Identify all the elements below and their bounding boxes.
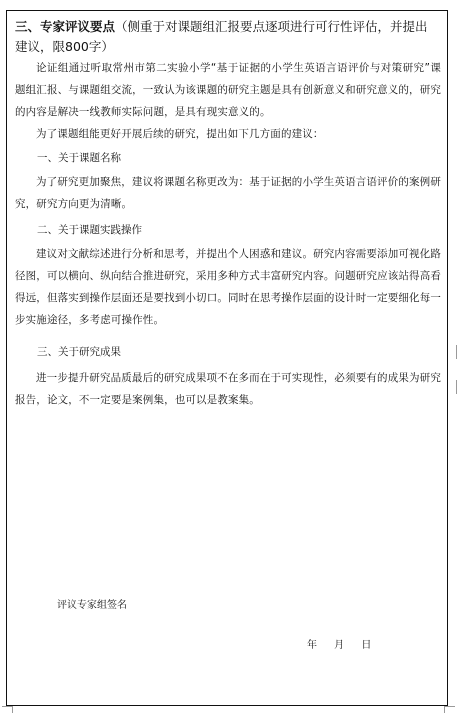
intro-paragraph: 论证组通过听取常州市第二实验小学“基于证据的小学生英语言语评价与对策研究”课题组汇报、与课题组交流，一致认为该课题的研究主题是具有创新意义和研究意义的，研究的内容是解决一线教师实际问题，是具有现实意义的。 — [15, 62, 441, 118]
margin-marker — [452, 380, 457, 394]
signature-label: 评议专家组签名 — [57, 600, 127, 611]
margin-marker — [452, 345, 457, 359]
review-form-box — [6, 10, 448, 706]
crop-mark-left — [2, 706, 13, 713]
section-heading-title: 三、专家评议要点 — [15, 19, 116, 34]
suggestion-title-results: 三、关于研究成果 — [37, 346, 121, 358]
suggestion-body-practice: 建议对文献综述进行分析和思考，并提出个人困惑和建议。研究内容需要添加可视化路径图，可以横向、纵向结合推进研究，采用多种方式丰富研究内容。问题研究应该站得高看得远，但落实到操作层面还是要找到小切口。同时在思考操作层面的设计时一定要细化每一步实施途径，多考虑可操作性。 — [15, 248, 441, 326]
suggestion-title-practice: 二、关于课题实践操作 — [37, 224, 142, 236]
section-heading — [15, 17, 439, 57]
suggestion-intro: 为了课题组能更好开展后续的研究，提出如下几方面的建议： — [36, 128, 324, 140]
date-label: 年 月 日 — [307, 640, 372, 651]
crop-mark-right — [444, 706, 455, 713]
suggestion-body-name: 为了研究更加聚焦，建议将课题名称更改为：基于证据的小学生英语言语评价的案例研究，研究方向更为清晰。 — [15, 176, 441, 210]
section-heading-note: （侧重于对课题组汇报要点逐项进行可行性评估，并提出建议，限800字） — [15, 19, 428, 54]
suggestion-title-name: 一、关于课题名称 — [37, 152, 121, 164]
suggestion-body-results: 进一步提升研究品质最后的研究成果项不在多而在于可实现性，必须要有的成果为研究报告，论文，不一定要是案例集，也可以是教案集。 — [15, 372, 441, 406]
